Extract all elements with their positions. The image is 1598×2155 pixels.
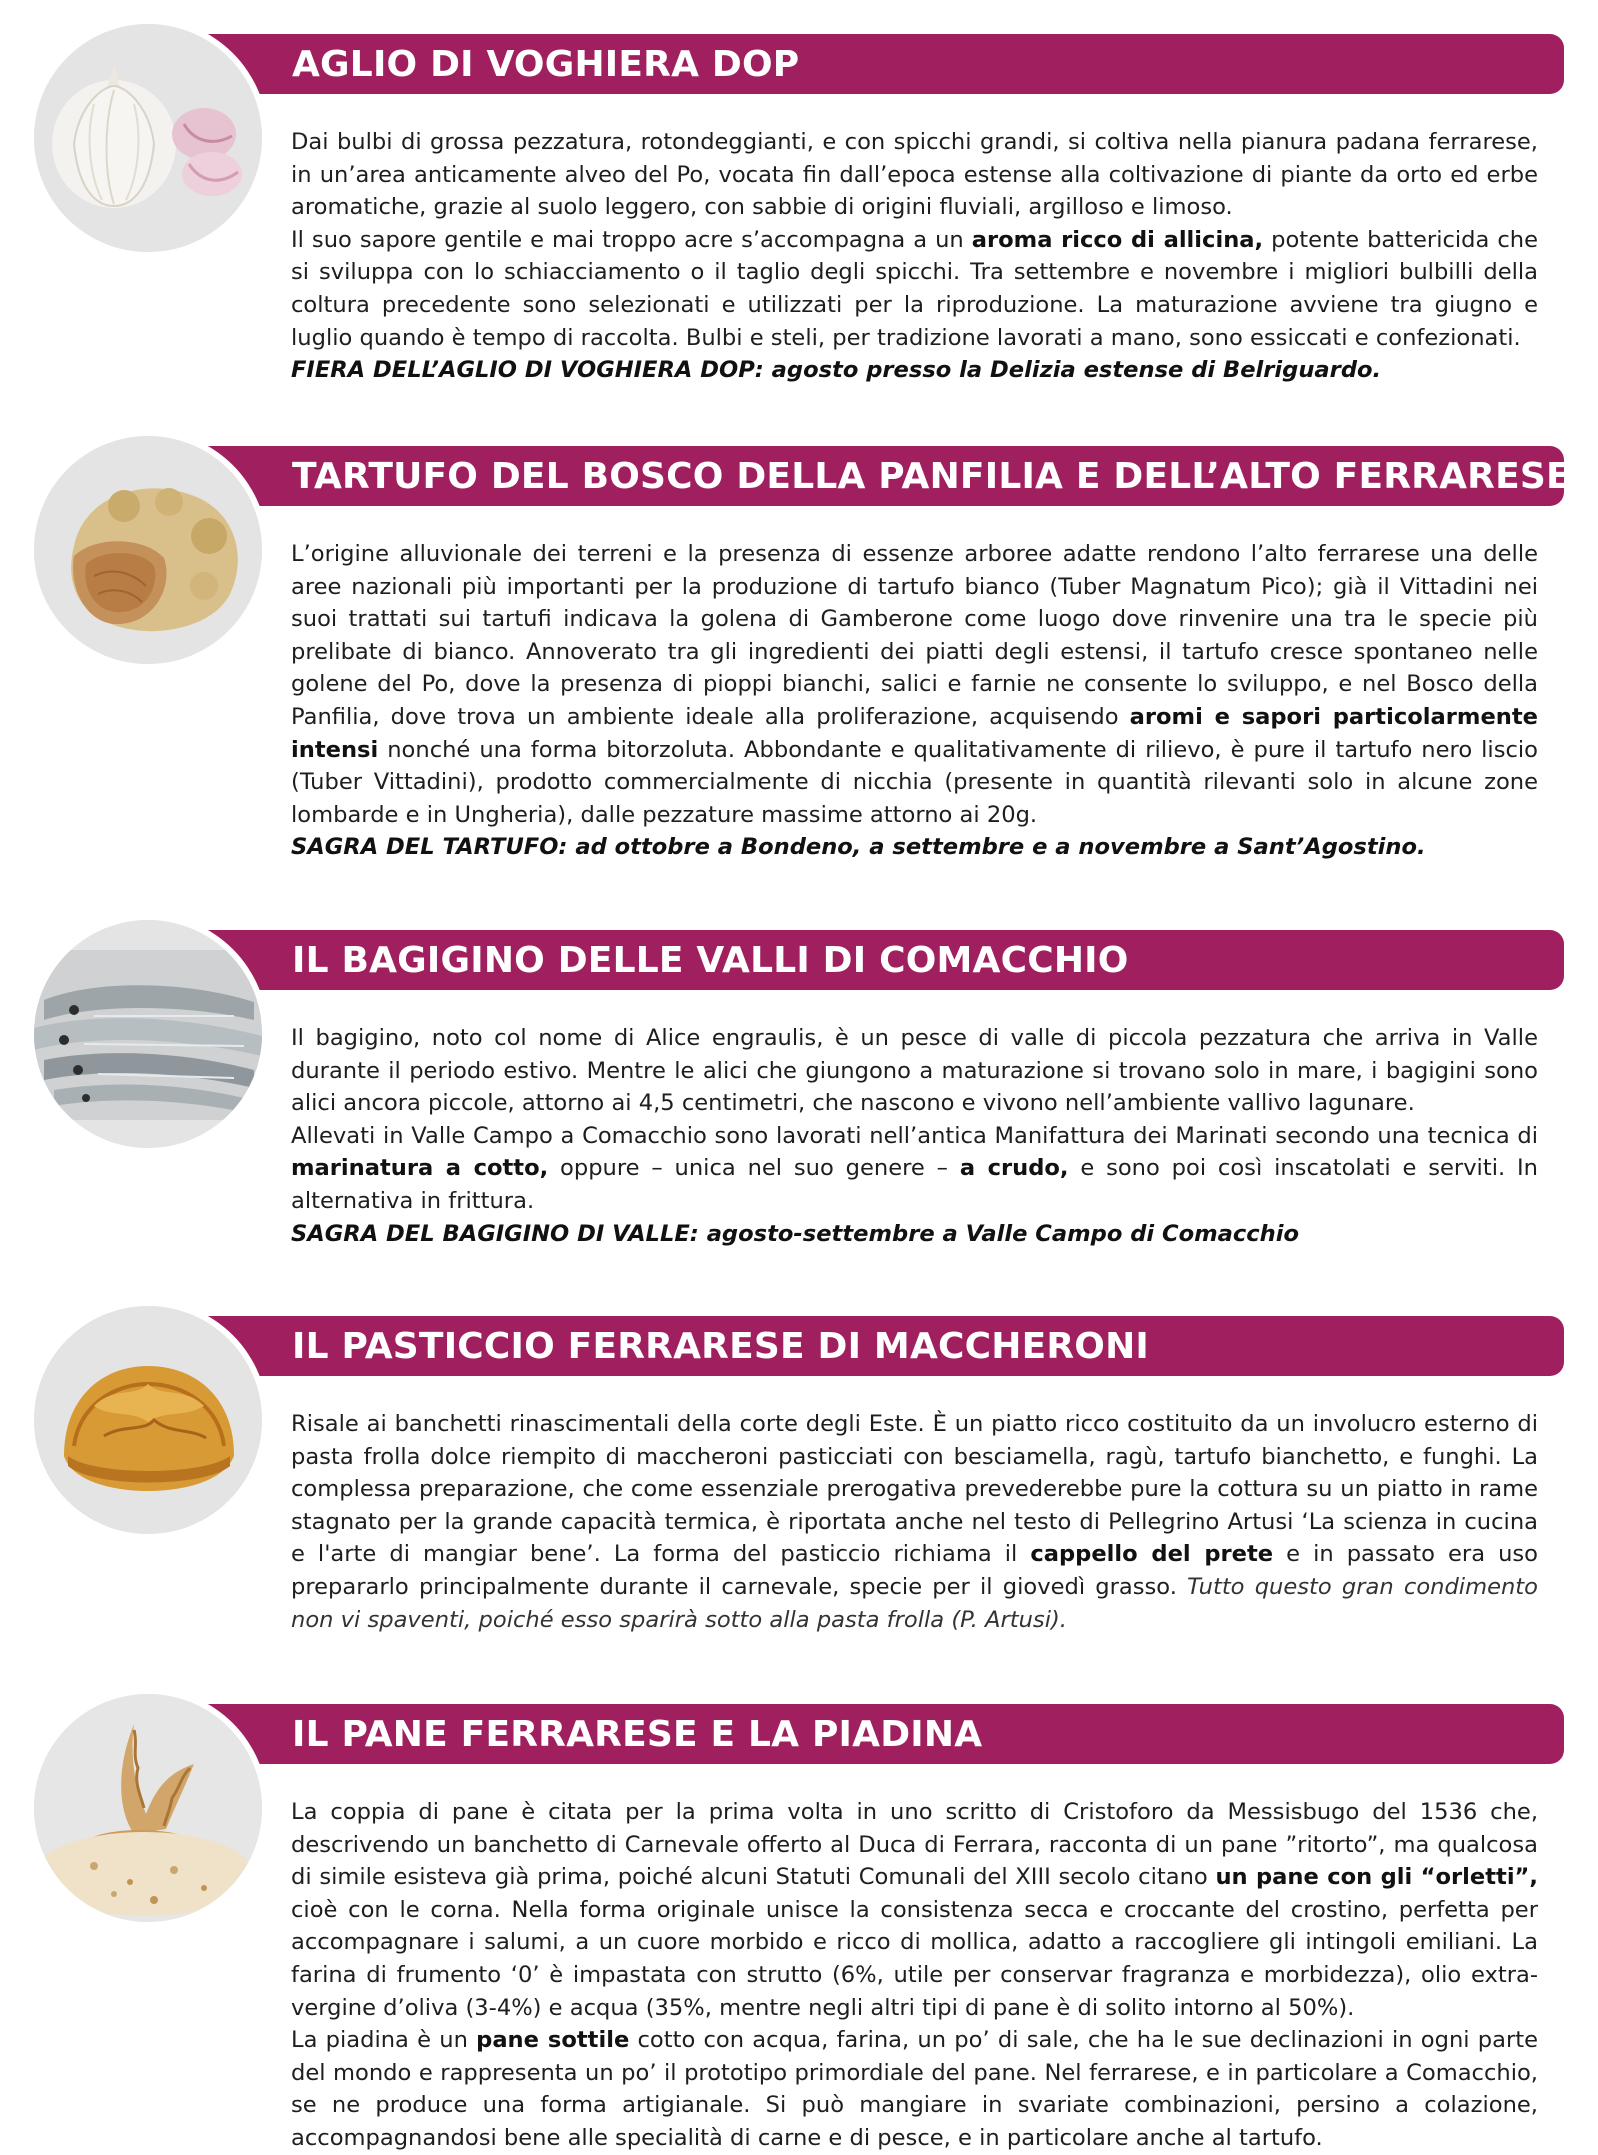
bread-photo xyxy=(34,1694,262,1922)
section-body xyxy=(291,126,1538,387)
section-title: IL BAGIGINO DELLE VALLI DI COMACCHIO xyxy=(292,940,1129,981)
section-title: TARTUFO DEL BOSCO DELLA PANFILIA E DELL’ALTO FERRARESE xyxy=(292,456,1571,497)
garlic-photo xyxy=(34,24,262,252)
paragraph: Allevati in Valle Campo a Comacchio sono lavorati nell’antica Manifattura dei Marinati secondo una tecnica di marinatura a cotto, oppure – unica nel suo genere – a crudo, e sono poi così inscatolati e serviti. In alternativa in frittura. xyxy=(291,1122,1538,1214)
section-title: IL PANE FERRARESE E LA PIADINA xyxy=(292,1714,983,1755)
section-banner xyxy=(200,1704,1564,1764)
section-banner xyxy=(200,446,1571,506)
highlight-text: pane sottile xyxy=(476,2027,630,2054)
highlight-text: marinatura a cotto, xyxy=(291,1155,549,1182)
section-title: AGLIO DI VOGHIERA DOP xyxy=(292,44,800,85)
paragraph: La coppia di pane è citata per la prima volta in uno scritto di Cristoforo da Messisbugo del 1536 che, descrivendo un banchetto di Carnevale offerto al Duca di Ferrara, racconta di un pane ”ritorto”, ma qualcosa di simile esisteva già prima, poiché alcuni Statuti Comunali del XIII secolo citano un pane con gli “orletti”, cioè con le corna. Nella forma originale unisce la consistenza secca e croccante del crostino, perfetta per accompagnare i salumi, a un cuore morbido e ricco di mollica, adatto a raccogliere gli intingoli emiliani. La farina di frumento ‘0’ è impastata con strutto (6%, utile per conservar fragranza e morbidezza), olio extra-vergine d’oliva (3-4%) e acqua (35%, mentre negli altri tipi di pane è di solito intorno al 50%). xyxy=(291,1799,1538,2021)
section-banner xyxy=(200,34,1564,94)
section-banner xyxy=(200,930,1564,990)
paragraph: L’origine alluvionale dei terreni e la presenza di essenze arboree adatte rendono l’alto ferrarese una delle aree nazionali più importanti per la produzione di tartufo bianco (Tuber Magnatum Pico); già il Vittadini nei suoi trattati sui tartufi indicava la golena di Gamberone come luogo dove rinvenire una tra le specie più prelibate di bianco. Annoverato tra gli ingredienti dei piatti degli estensi, il tartufo cresce spontaneo nelle golene del Po, dove la presenza di pioppi bianchi, salici e farnie ne consente lo sviluppo, e nel Bosco della Panfilia, dove trova un ambiente ideale alla proliferazione, acquisendo aromi e sapori particolarmente intensi nonché una forma bitorzoluta. Abbondante e qualitativamente di rilievo, è pure il tartufo nero liscio (Tuber Vittadini), prodotto commercialmente di nicchia (presente in quantità rilevanti solo in alcune zone lombarde e in Ungheria), dalle pezzature massime attorno ai 20g. xyxy=(291,541,1538,828)
section-body xyxy=(291,1022,1538,1250)
event-note: SAGRA DEL BAGIGINO DI VALLE: agosto-settembre a Valle Campo di Comacchio xyxy=(291,1220,1300,1247)
event-note: SAGRA DEL TARTUFO: ad ottobre a Bondeno, a settembre e a novembre a Sant’Agostino. xyxy=(291,834,1426,861)
section-body xyxy=(291,538,1538,864)
paragraph: Il bagigino, noto col nome di Alice engraulis, è un pesce di valle di piccola pezzatura che arriva in Valle durante il periodo estivo. Mentre le alici che giungono a maturazione si trovano solo in mare, i bagigini sono alici ancora piccole, attorno ai 4,5 centimetri, che nascono e vivono nell’ambiente vallivo lagunare. xyxy=(291,1025,1538,1117)
paragraph: Il suo sapore gentile e mai troppo acre s’accompagna a un aroma ricco di allicina, potente battericida che si sviluppa con lo schiacciamento o il taglio degli spicchi. Tra settembre e novembre i migliori bulbilli della coltura precedente sono selezionati e utilizzati per la riproduzione. La maturazione avviene tra giugno e luglio quando è tempo di raccolta. Bulbi e steli, per tradizione lavorati a mano, sono essiccati e confezionati. xyxy=(291,226,1538,351)
section-title: IL PASTICCIO FERRARESE DI MACCHERONI xyxy=(292,1326,1150,1367)
highlight-text: aromi e sapori particolarmente intensi xyxy=(291,703,1538,763)
paragraph: Risale ai banchetti rinascimentali della corte degli Este. È un piatto ricco costituito da un involucro esterno di pasta frolla dolce riempito di maccheroni pasticciati con besciamella, ragù, tartufo bianchetto, e funghi. La complessa preparazione, che come essenziale prerogativa prevederebbe pure la cottura su un piatto in rame stagnato per la grande capacità termica, è riportata anche nel testo di Pellegrino Artusi ‘La scienza in cucina e l'arte di mangiar bene’. La forma del pasticcio richiama il cappello del prete e in passato era uso prepararlo principalmente durante il carnevale, specie per il giovedì grasso. Tutto questo gran condimento non vi spaventi, poiché esso sparirà sotto alla pasta frolla (P. Artusi). xyxy=(291,1411,1538,1633)
highlight-text: un pane con gli “orletti”, xyxy=(1215,1864,1538,1891)
highlight-text: aroma ricco di allicina, xyxy=(971,226,1264,253)
truffle-photo xyxy=(34,436,262,664)
section-body xyxy=(291,1796,1538,2155)
paragraph: La piadina è un pane sottile cotto con acqua, farina, un po’ di sale, che ha le sue declinazioni in ogni parte del mondo e rappresenta un po’ il prototipo primordiale del pane. Nel ferrarese, e in particolare a Comacchio, se ne produce una forma artigianale. Si può mangiare in svariate combinazioni, persino a colazione, accompagnandosi bene alle specialità di carne e di pesce, e in particolare anche al tartufo. xyxy=(291,2027,1539,2151)
event-note: FIERA DELL’AGLIO DI VOGHIERA DOP: agosto presso la Delizia estense di Belriguardo. xyxy=(291,357,1382,384)
highlight-text: a crudo, xyxy=(959,1155,1069,1182)
highlight-text: cappello del prete xyxy=(1030,1541,1274,1568)
paragraph: Dai bulbi di grossa pezzatura, rotondeggianti, e con spicchi grandi, si coltiva nella pianura padana ferrarese, in un’area anticamente alveo del Po, vocata fin dall’epoca estense alla coltivazione di piante da orto ed erbe aromatiche, grazie al suolo leggero, con sabbie di origini fluviali, argilloso e limoso. xyxy=(291,129,1538,221)
artusi-quote: Tutto questo gran condimento non vi spaventi, poiché esso sparirà sotto alla pasta frolla (P. Artusi). xyxy=(291,1573,1538,1633)
fish-photo xyxy=(34,920,262,1148)
section-banner xyxy=(200,1316,1564,1376)
section-body xyxy=(291,1408,1538,1636)
pie-photo xyxy=(34,1306,262,1534)
